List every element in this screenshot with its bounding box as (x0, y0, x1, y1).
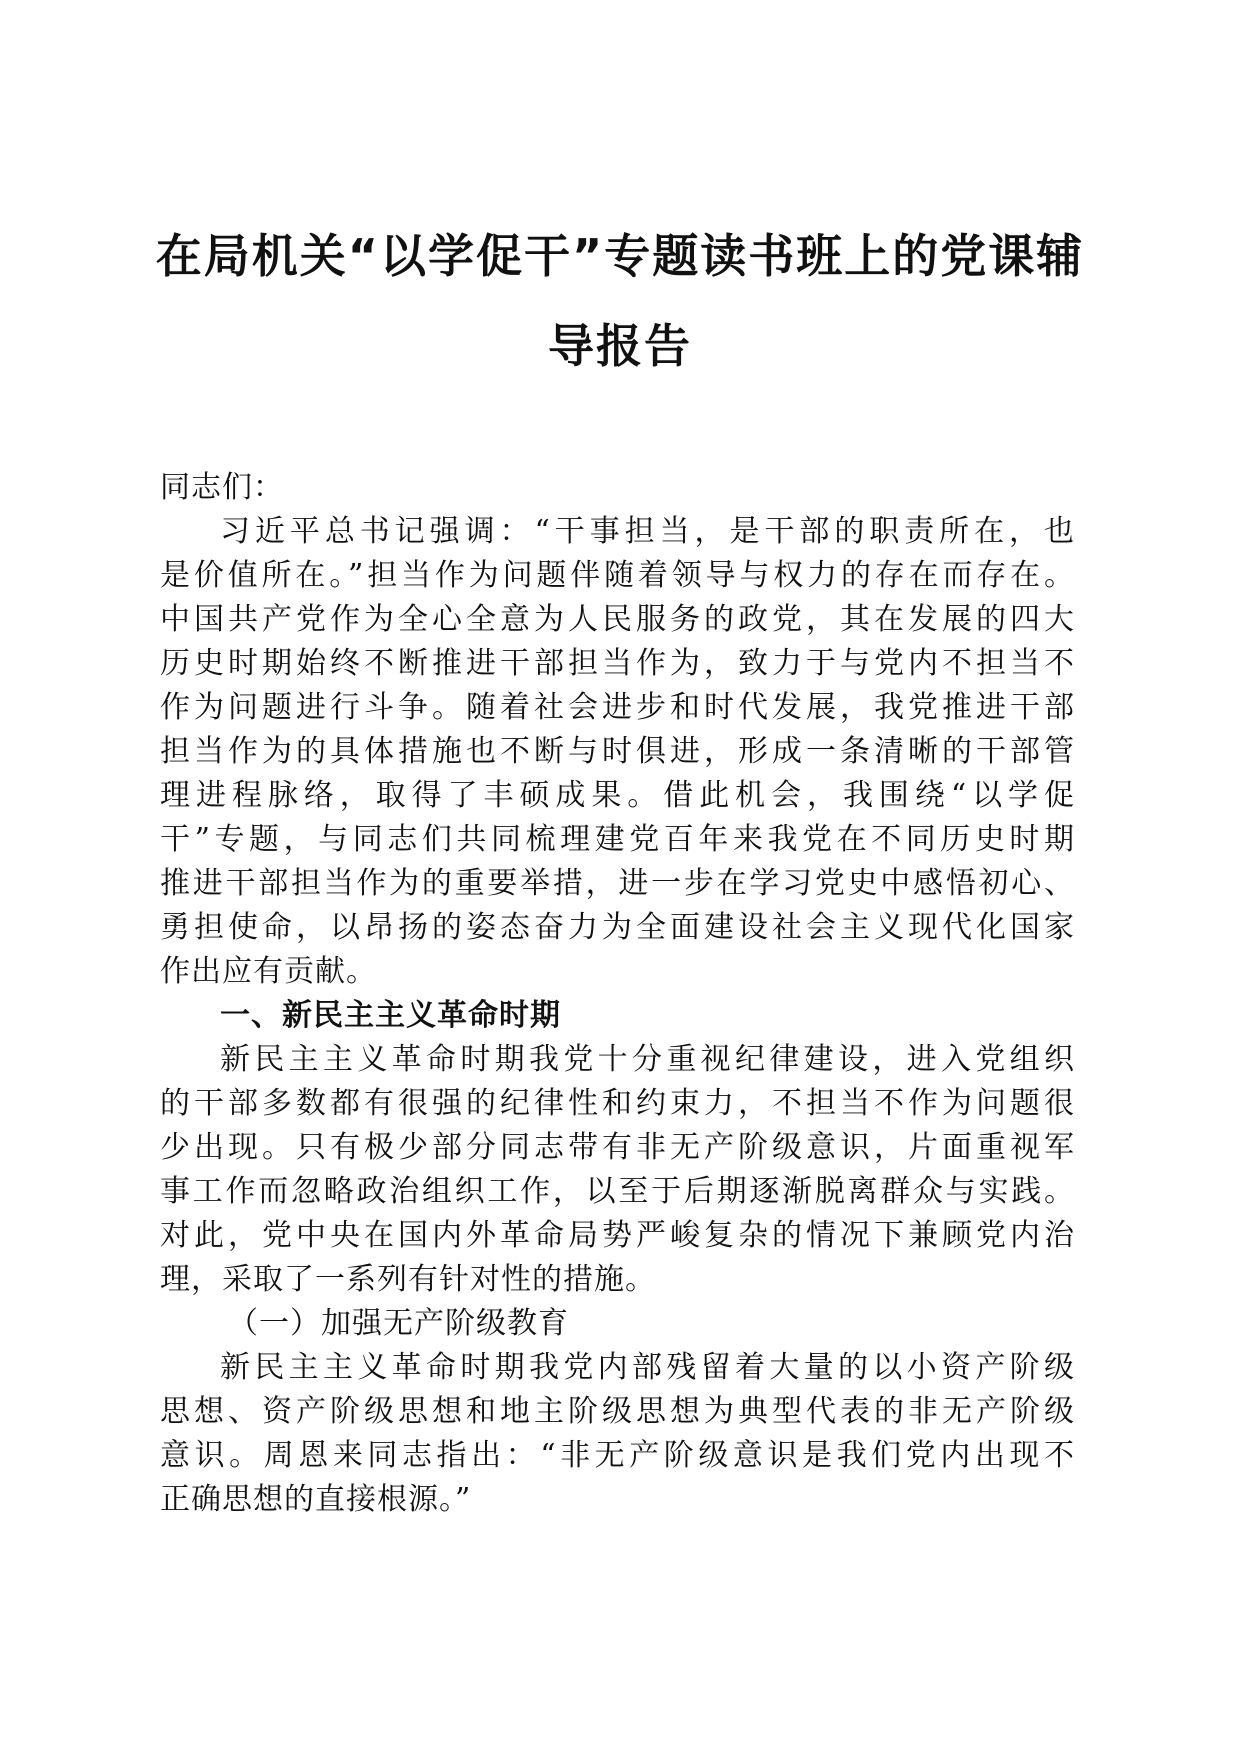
paragraph-line: 事工作而忽略政治组织工作，以至于后期逐渐脱离群众与实践。 (160, 1174, 1075, 1209)
document-title-line-2: 导报告 (548, 319, 692, 373)
paragraph-line: 理进程脉络，取得了丰硕成果。借此机会，我围绕“以学促 (160, 778, 1075, 813)
paragraph-line: 新民主主义革命时期我党十分重视纪律建设，进入党组织 (220, 1042, 1075, 1077)
paragraph-line: 正确思想的直接根源。” (160, 1482, 472, 1517)
paragraph-line: 中国共产党作为全心全意为人民服务的政党，其在发展的四大 (160, 602, 1075, 637)
paragraph-line: 担当作为的具体措施也不断与时俱进，形成一条清晰的干部管 (160, 734, 1075, 769)
paragraph-line: 意识。周恩来同志指出：“非无产阶级意识是我们党内出现不 (160, 1438, 1075, 1473)
paragraph-line: 是价值所在。”担当作为问题伴随着领导与权力的存在而存在。 (160, 558, 1075, 593)
paragraph-line: 的干部多数都有很强的纪律性和约束力，不担当不作为问题很 (160, 1086, 1075, 1121)
paragraph-line: 勇担使命，以昂扬的姿态奋力为全面建设社会主义现代化国家 (160, 910, 1075, 945)
paragraph-line: 作出应有贡献。 (160, 954, 377, 989)
paragraph-line: 新民主主义革命时期我党内部残留着大量的以小资产阶级 (220, 1350, 1075, 1385)
subsection-heading: （一）加强无产阶级教育 (228, 1306, 569, 1341)
paragraph-line: 干”专题，与同志们共同梳理建党百年来我党在不同历史时期 (160, 822, 1075, 857)
paragraph-line: 对此，党中央在国内外革命局势严峻复杂的情况下兼顾党内治 (160, 1218, 1075, 1253)
paragraph-line: 思想、资产阶级思想和地主阶级思想为典型代表的非无产阶级 (160, 1394, 1075, 1429)
salutation: 同志们： (160, 470, 284, 505)
paragraph-line: 历史时期始终不断推进干部担当作为，致力于与党内不担当不 (160, 646, 1075, 681)
paragraph-line: 理，采取了一系列有针对性的措施。 (160, 1262, 656, 1297)
paragraph-line: 少出现。只有极少部分同志带有非无产阶级意识，片面重视军 (160, 1130, 1075, 1165)
paragraph-line: 作为问题进行斗争。随着社会进步和时代发展，我党推进干部 (160, 690, 1075, 725)
section-heading: 一、新民主主义革命时期 (220, 998, 561, 1033)
document-body (160, 466, 1075, 1522)
document-title-line-1: 在局机关“以学促干”专题读书班上的党课辅 (155, 229, 1085, 283)
paragraph-line: 推进干部担当作为的重要举措，进一步在学习党史中感悟初心、 (160, 866, 1075, 901)
paragraph-line: 习近平总书记强调：“干事担当，是干部的职责所在，也 (220, 514, 1075, 549)
